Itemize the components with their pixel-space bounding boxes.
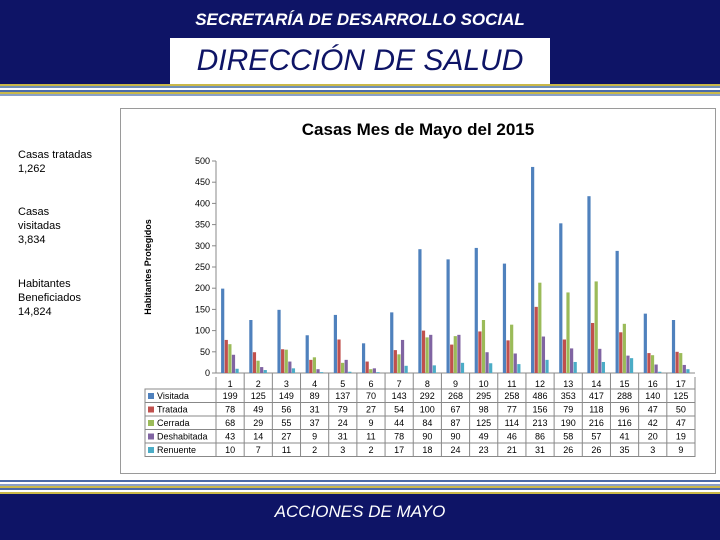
header-title: SECRETARÍA DE DESARROLLO SOCIAL xyxy=(195,10,525,29)
bar-cerrada xyxy=(651,355,654,373)
bar-deshabitada xyxy=(373,368,376,373)
data-label: 11 xyxy=(366,431,376,442)
stat-habitantes xyxy=(18,277,108,319)
bar-tratada xyxy=(647,353,650,373)
data-label: 57 xyxy=(591,431,602,442)
bar-cerrada xyxy=(369,369,372,373)
data-label: 27 xyxy=(281,431,292,442)
data-label: 9 xyxy=(678,445,684,455)
bar-deshabitada xyxy=(316,369,319,373)
x-tick-label: 7 xyxy=(396,379,402,389)
bar-deshabitada xyxy=(457,335,460,373)
bar-renuente xyxy=(320,372,323,373)
data-label: 49 xyxy=(253,404,264,415)
bar-renuente xyxy=(489,363,492,373)
bar-visitada xyxy=(221,289,224,373)
bar-renuente xyxy=(235,369,238,373)
bar-renuente xyxy=(433,365,436,373)
data-label: 87 xyxy=(450,418,461,428)
legend-swatch xyxy=(148,434,154,440)
y-tick-label: 500 xyxy=(194,156,210,166)
bar-tratada xyxy=(394,350,397,373)
bar-cerrada xyxy=(313,357,316,373)
bar-deshabitada xyxy=(288,362,291,373)
bar-tratada xyxy=(422,331,425,373)
data-label: 3 xyxy=(650,445,656,455)
bar-deshabitada xyxy=(542,337,545,373)
legend-swatch xyxy=(148,407,154,413)
data-label: 26 xyxy=(563,445,574,455)
data-label: 353 xyxy=(560,391,576,401)
data-label: 118 xyxy=(589,404,604,415)
data-label: 43 xyxy=(225,431,236,442)
data-label: 46 xyxy=(506,431,517,442)
data-label: 486 xyxy=(532,391,548,401)
data-label: 9 xyxy=(368,418,374,428)
data-label: 27 xyxy=(365,404,376,415)
bar-renuente xyxy=(348,372,351,373)
data-label: 125 xyxy=(250,391,266,401)
stat-label: Casas tratadas xyxy=(18,149,92,161)
bar-tratada xyxy=(619,332,622,373)
bar-visitada xyxy=(475,248,478,373)
bar-visitada xyxy=(447,259,450,373)
data-label: 79 xyxy=(337,404,348,415)
stat-casas-tratadas xyxy=(18,148,92,176)
bar-deshabitada xyxy=(655,365,658,373)
data-label: 78 xyxy=(225,404,236,415)
x-tick-label: 13 xyxy=(563,379,574,389)
data-label: 100 xyxy=(419,404,435,415)
chart-title: Casas Mes de Mayo del 2015 xyxy=(301,120,535,139)
legend-swatch xyxy=(148,393,154,399)
data-label: 90 xyxy=(450,431,461,442)
data-label: 10 xyxy=(225,445,236,455)
data-label: 216 xyxy=(588,418,604,428)
data-label: 417 xyxy=(588,391,604,401)
bar-cerrada xyxy=(595,281,598,373)
bar-visitada xyxy=(249,320,252,373)
data-label: 67 xyxy=(450,404,461,415)
bar-deshabitada xyxy=(429,335,432,373)
data-label: 98 xyxy=(478,404,489,415)
bar-renuente xyxy=(545,360,548,373)
x-tick-label: 10 xyxy=(478,379,489,389)
bar-deshabitada xyxy=(570,348,573,373)
bar-cerrada xyxy=(566,292,569,373)
data-label: 125 xyxy=(476,418,492,428)
x-tick-label: 6 xyxy=(368,379,374,389)
data-label: 47 xyxy=(647,404,658,415)
bar-renuente xyxy=(461,363,464,373)
data-label: 295 xyxy=(476,391,492,401)
bar-renuente xyxy=(658,372,661,373)
bar-deshabitada xyxy=(401,340,404,373)
data-label: 35 xyxy=(619,445,630,455)
stat-value: 1,262 xyxy=(18,163,46,175)
data-label: 18 xyxy=(422,445,433,455)
data-label: 44 xyxy=(394,418,405,428)
data-label: 56 xyxy=(281,404,292,415)
bar-tratada xyxy=(506,340,509,373)
x-tick-label: 14 xyxy=(591,379,602,389)
data-label: 89 xyxy=(309,391,320,401)
bar-visitada xyxy=(277,310,280,373)
bar-deshabitada xyxy=(232,355,235,373)
legend-label: Tratada xyxy=(157,404,188,415)
bar-cerrada xyxy=(285,350,288,373)
data-label: 114 xyxy=(504,418,520,428)
bar-cerrada xyxy=(679,353,682,373)
x-tick-label: 3 xyxy=(283,379,289,389)
bar-cerrada xyxy=(454,336,457,373)
header-stripes xyxy=(0,84,720,98)
data-label: 41 xyxy=(619,431,630,442)
legend-swatch xyxy=(148,447,154,453)
data-label: 31 xyxy=(337,431,348,442)
bar-tratada xyxy=(478,331,481,373)
bar-visitada xyxy=(390,312,393,373)
y-tick-label: 100 xyxy=(194,325,210,336)
bar-tratada xyxy=(676,352,679,373)
bar-cerrada xyxy=(341,363,344,373)
bar-tratada xyxy=(450,345,453,373)
x-tick-label: 1 xyxy=(227,379,233,389)
bar-visitada xyxy=(616,251,619,373)
data-label: 190 xyxy=(560,418,576,428)
data-label: 58 xyxy=(563,431,574,442)
data-label: 17 xyxy=(394,445,405,455)
data-label: 156 xyxy=(532,404,548,415)
bar-cerrada xyxy=(482,320,485,373)
x-tick-label: 16 xyxy=(647,379,658,389)
y-tick-label: 350 xyxy=(194,219,210,230)
data-label: 49 xyxy=(478,431,489,442)
data-label: 47 xyxy=(675,418,686,428)
y-tick-label: 450 xyxy=(194,177,210,188)
x-tick-label: 2 xyxy=(255,379,261,389)
bar-visitada xyxy=(559,223,562,373)
bar-deshabitada xyxy=(598,349,601,373)
y-tick-label: 50 xyxy=(199,346,210,357)
data-label: 24 xyxy=(450,445,461,455)
bar-tratada xyxy=(281,349,284,373)
data-label: 70 xyxy=(365,391,376,401)
stat-label: Casas visitadas xyxy=(18,206,61,232)
y-tick-label: 300 xyxy=(194,240,210,251)
stat-casas-visitadas xyxy=(18,205,78,247)
data-label: 14 xyxy=(253,431,264,442)
data-label: 55 xyxy=(281,418,292,428)
section-title: DIRECCIÓN DE SALUD xyxy=(196,44,524,77)
y-tick-label: 400 xyxy=(194,198,210,209)
data-label: 78 xyxy=(394,431,405,442)
legend-label: Cerrada xyxy=(157,418,190,428)
data-label: 11 xyxy=(281,445,292,455)
data-label: 21 xyxy=(506,445,517,455)
stat-label: Habitantes Beneficiados xyxy=(18,278,81,304)
bar-deshabitada xyxy=(345,360,348,373)
bar-cerrada xyxy=(623,324,626,373)
bar-tratada xyxy=(563,340,566,373)
chart-frame xyxy=(120,108,716,474)
data-label: 90 xyxy=(422,431,433,442)
y-tick-label: 150 xyxy=(194,304,210,315)
bar-renuente xyxy=(376,372,379,373)
data-label: 20 xyxy=(647,431,658,442)
data-label: 86 xyxy=(535,431,546,442)
data-label: 9 xyxy=(312,431,318,442)
bar-deshabitada xyxy=(626,356,629,373)
legend-label: Renuente xyxy=(157,445,197,455)
bar-tratada xyxy=(225,340,228,373)
bar-renuente xyxy=(574,362,577,373)
data-label: 31 xyxy=(535,445,546,455)
data-label: 140 xyxy=(645,391,661,401)
bar-cerrada xyxy=(256,361,259,373)
bar-cerrada xyxy=(397,354,400,373)
data-label: 199 xyxy=(222,391,238,401)
y-axis-label: Habitantes Protegidos xyxy=(143,219,153,315)
bar-chart xyxy=(121,109,715,473)
bar-renuente xyxy=(405,366,408,373)
data-label: 2 xyxy=(368,445,374,455)
data-label: 292 xyxy=(419,391,435,401)
bar-renuente xyxy=(517,364,520,373)
data-label: 50 xyxy=(675,404,686,415)
data-label: 143 xyxy=(391,391,407,401)
stat-value: 3,834 xyxy=(18,234,46,246)
bar-visitada xyxy=(587,196,590,373)
bar-renuente xyxy=(292,368,295,373)
bar-cerrada xyxy=(228,344,231,373)
x-tick-label: 11 xyxy=(507,379,517,389)
data-label: 137 xyxy=(335,391,351,401)
bar-renuente xyxy=(630,358,633,373)
data-label: 31 xyxy=(309,404,320,415)
x-tick-label: 9 xyxy=(452,379,459,389)
bar-renuente xyxy=(602,362,605,373)
bar-visitada xyxy=(644,314,647,373)
data-label: 77 xyxy=(506,404,517,415)
legend-swatch xyxy=(148,420,154,426)
data-label: 68 xyxy=(225,418,236,428)
legend-label: Visitada xyxy=(157,391,189,401)
bar-visitada xyxy=(362,343,365,373)
data-label: 42 xyxy=(647,418,658,428)
y-tick-label: 0 xyxy=(204,368,210,378)
x-tick-label: 12 xyxy=(535,379,546,389)
data-label: 125 xyxy=(673,391,689,401)
bar-visitada xyxy=(334,315,337,373)
bar-visitada xyxy=(306,335,309,373)
data-label: 268 xyxy=(447,391,464,401)
data-label: 116 xyxy=(617,418,632,428)
data-label: 19 xyxy=(675,431,686,442)
data-label: 2 xyxy=(312,445,318,455)
bar-visitada xyxy=(503,264,506,373)
footer-text: ACCIONES DE MAYO xyxy=(274,502,446,521)
bar-cerrada xyxy=(426,337,429,373)
bar-deshabitada xyxy=(683,365,686,373)
stat-value: 14,824 xyxy=(18,306,52,318)
data-label: 79 xyxy=(563,404,574,415)
data-label: 213 xyxy=(532,418,548,428)
x-tick-label: 15 xyxy=(619,379,630,389)
footer-stripes xyxy=(0,480,720,494)
data-label: 29 xyxy=(253,418,264,428)
data-label: 3 xyxy=(340,445,346,455)
legend-label: Deshabitada xyxy=(157,431,208,442)
bar-tratada xyxy=(366,362,369,373)
bar-visitada xyxy=(418,249,421,373)
y-tick-label: 200 xyxy=(194,283,210,294)
data-label: 149 xyxy=(278,391,294,401)
bar-deshabitada xyxy=(260,367,263,373)
data-label: 37 xyxy=(309,418,320,428)
data-label: 258 xyxy=(504,391,520,401)
bar-renuente xyxy=(264,370,267,373)
bar-visitada xyxy=(531,167,534,373)
bar-cerrada xyxy=(510,325,513,373)
bar-visitada xyxy=(672,320,675,373)
bar-deshabitada xyxy=(514,353,517,373)
y-tick-label: 250 xyxy=(194,262,210,272)
x-tick-label: 5 xyxy=(340,379,346,389)
bar-tratada xyxy=(535,307,538,373)
x-tick-label: 17 xyxy=(675,379,686,389)
bar-deshabitada xyxy=(485,352,488,373)
data-label: 288 xyxy=(617,391,633,401)
data-label: 7 xyxy=(255,445,261,455)
data-label: 96 xyxy=(619,404,630,415)
data-label: 23 xyxy=(478,445,489,455)
data-label: 24 xyxy=(337,418,348,428)
data-label: 84 xyxy=(422,418,433,428)
data-label: 54 xyxy=(394,404,405,415)
bar-tratada xyxy=(337,340,340,373)
bar-tratada xyxy=(309,360,312,373)
bar-tratada xyxy=(253,352,256,373)
bar-cerrada xyxy=(538,283,541,373)
x-tick-label: 4 xyxy=(312,379,318,389)
bar-tratada xyxy=(591,323,594,373)
data-label: 26 xyxy=(591,445,602,455)
bar-renuente xyxy=(686,369,689,373)
x-tick-label: 8 xyxy=(424,379,430,389)
